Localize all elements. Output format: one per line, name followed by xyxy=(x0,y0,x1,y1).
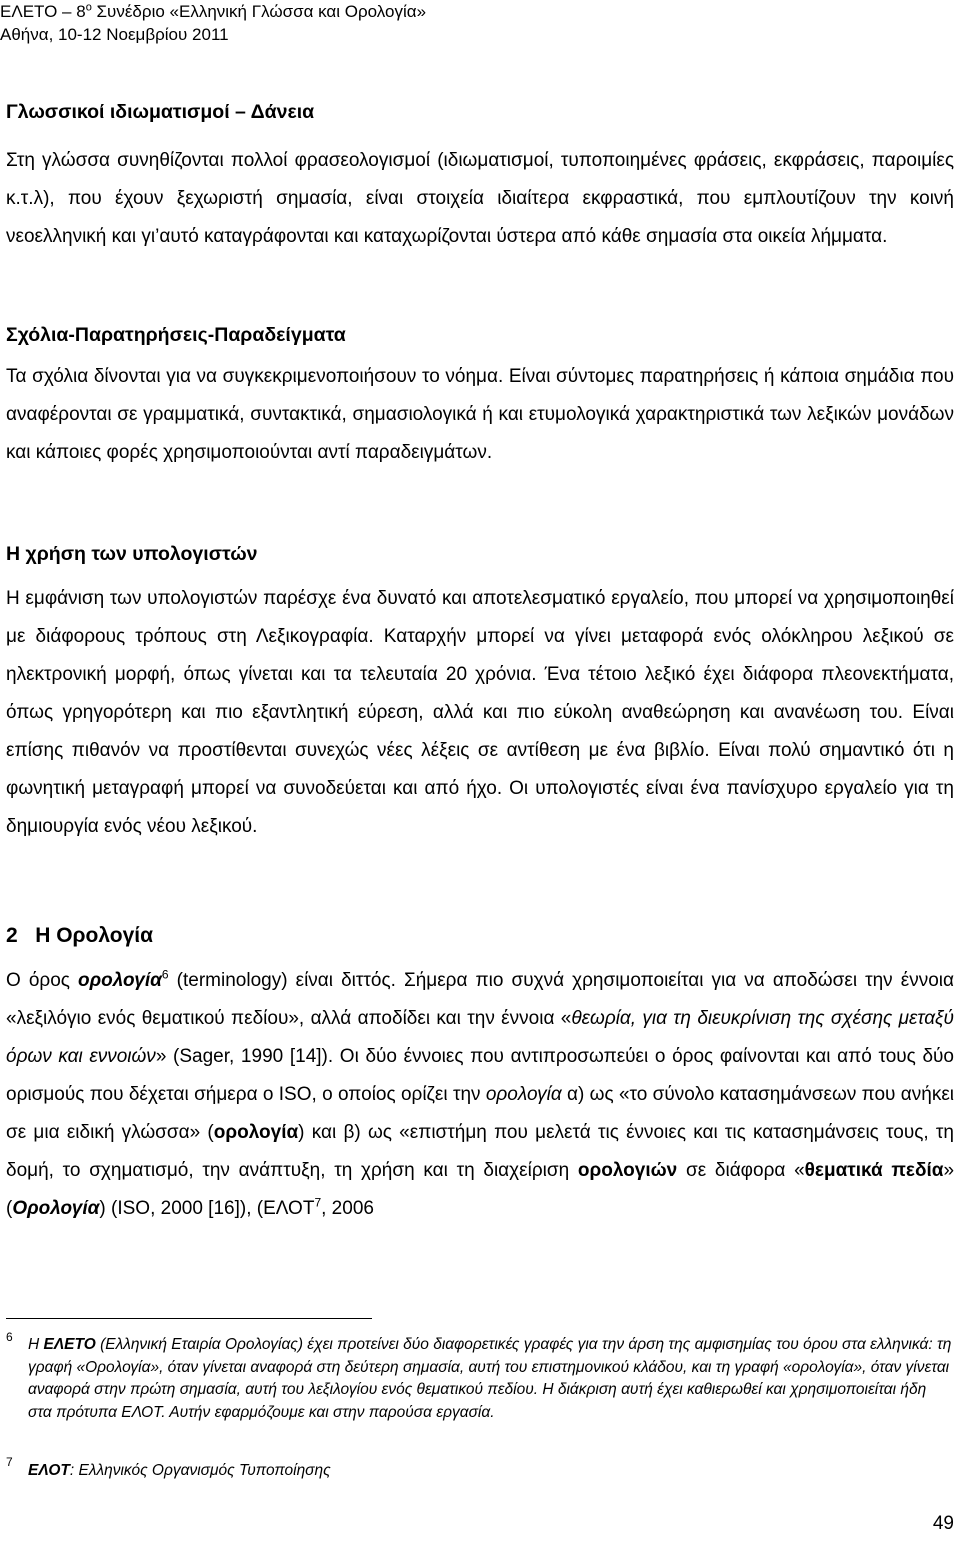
idioms-paragraph: Στη γλώσσα συνηθίζονται πολλοί φρασεολογισμοί (ιδιωματισμοί, τυποποιημένες φράσεις, εκφράσεις, παροιμίες κ.τ.λ), που έχουν ξεχωριστή σημασία, είναι στοιχεία ιδιαίτερα εκφραστικά, που εμπλουτίζουν την κοινή νεοελληνική και γι’αυτό καταγράφονται και καταχωρίζονται ύστερα από κάθε σημασία στα οικεία λήμματα. xyxy=(6,150,954,247)
idioms-heading: Γλωσσικοί ιδιωματισμοί – Δάνεια xyxy=(6,101,315,123)
footnote-7-number: 7 xyxy=(6,1455,13,1469)
footnote-ref-7: 7 xyxy=(314,1195,322,1210)
running-header xyxy=(0,0,426,46)
comments-paragraph: Τα σχόλια δίνονται για να συγκεκριμενοποιήσουν το νόημα. Είναι σύντομες παρατηρήσεις ή κάποια σημάδια που αναφέρονται σε γραμματικά, συντακτικά, σημασιολογικά ή και ετυμολογικά χαρακτηριστικά των λεξικών μονάδων και κάποιες φορές χρησιμοποιούνται αντί παραδειγμάτων. xyxy=(6,366,954,463)
footnote-6-text: Η ΕΛΕΤΟ (Ελληνική Εταιρία Ορολογίας) έχει προτείνει δύο διαφορετικές γραφές για την άρση της αμφισημίας του όρου στα ελληνικά: τη γραφή «Ορολογία», όταν γίνεται αναφορά στη δεύτερη σημασία, αυτή του επιστημονικού κλάδου, και τη γραφή «ορολογία», όταν γίνεται αναφορά στην πρώτη σημασία, αυτή του λεξιλογίου ενός θεματικού πεδίου. Η διάκριση αυτή έχει καθιερωθεί και χρησιμοποιείται ήδη στα πρότυπα ΕΛΟΤ. Αυτήν εφαρμόζουμε και στην παρούσα εργασία. xyxy=(28,1336,952,1421)
footnote-7-text: ΕΛΟΤ: Ελληνικός Οργανισμός Τυποποίησης xyxy=(28,1462,331,1479)
header-conference: ΕΛΕΤΟ – $8^o$ Συνέδριο «Ελληνική Γλώσσα και Ορολογία» xyxy=(0,1,427,21)
section-title: Η Ορολογία xyxy=(35,924,154,947)
computers-paragraph: Η εμφάνιση των υπολογιστών παρέσχε ένα δυνατό και αποτελεσματικό εργαλείο, που μπορεί να χρησιμοποιηθεί με διάφορους τρόπους στη Λεξικογραφία. Καταρχήν μπορεί να γίνει μεταφορά ενός ολόκληρου λεξικού σε ηλεκτρονική μορφή, όπως γίνεται και τα τελευταία 20 χρόνια. Ένα τέτοιο λεξικό έχει διάφορα πλεονεκτήματα, όπως γρηγορότερη και πιο εξαντλητική εύρεση, αλλά και πιο εύκολη αναθεώρηση και ανανέωση του. Είναι επίσης πιθανόν να προστίθενται συνεχώς νέες λέξεις σε αντίθεση με ένα βιβλίο. Είναι πολύ σημαντικό ότι η φωνητική μεταγραφή μπορεί να συνοδεύεται και από ήχο. Οι υπολογιστές είναι ένα πανίσχυρο εργαλείο για τη δημιουργία ενός νέου λεξικού. xyxy=(6,588,954,837)
footnote-ref-6: 6 xyxy=(161,967,169,982)
page-number: 49 xyxy=(932,1513,954,1534)
terminology-paragraph: Ο όρος ορολογία$^6$ (terminology) είναι διττός. Σήμερα πιο συχνά χρησιμοποιείται για να αποδώσει την έννοια «λεξιλόγιο ενός θεματικού πεδίου», αλλά αποδίδει και την έννοια «θεωρία, για τη διευκρίνιση της σχέσης μεταξύ όρων και εννοιών» (Sager, 1990 [14]). Οι δύο έννοιες που αντιπροσωπεύει ο όρος φαίνονται και από τους δύο ορισμούς που δέχεται σήμερα ο ISO, ο οποίος ορίζει την ορολογία α) ως «το σύνολο κατασημάνσεων που ανήκει σε μια ειδική γλώσσα» (ορολογία) και β) ως «επιστήμη που μελετά τις έννοιες και τις κατασημάνσεις τους, τη δομή, το σχηματισμό, την ανάπτυξη, τη χρήση και τη διαχείριση ορολογιών σε διάφορα «θεματικά πεδία» (Ορολογία) (ISO, 2000 [16]), (ΕΛΟΤ$^7$, 2006 xyxy=(6,967,955,1219)
footnote-divider xyxy=(6,1318,372,1319)
terminology-heading xyxy=(6,924,153,948)
comments-heading: Σχόλια-Παρατηρήσεις-Παραδείγματα xyxy=(6,324,346,346)
computers-heading: Η χρήση των υπολογιστών xyxy=(6,543,258,565)
footnote-6-number: 6 xyxy=(6,1330,13,1344)
section-number: 2 xyxy=(6,924,18,947)
header-date: Αθήνα, 10-12 Νοεμβρίου 2011 xyxy=(0,25,229,44)
